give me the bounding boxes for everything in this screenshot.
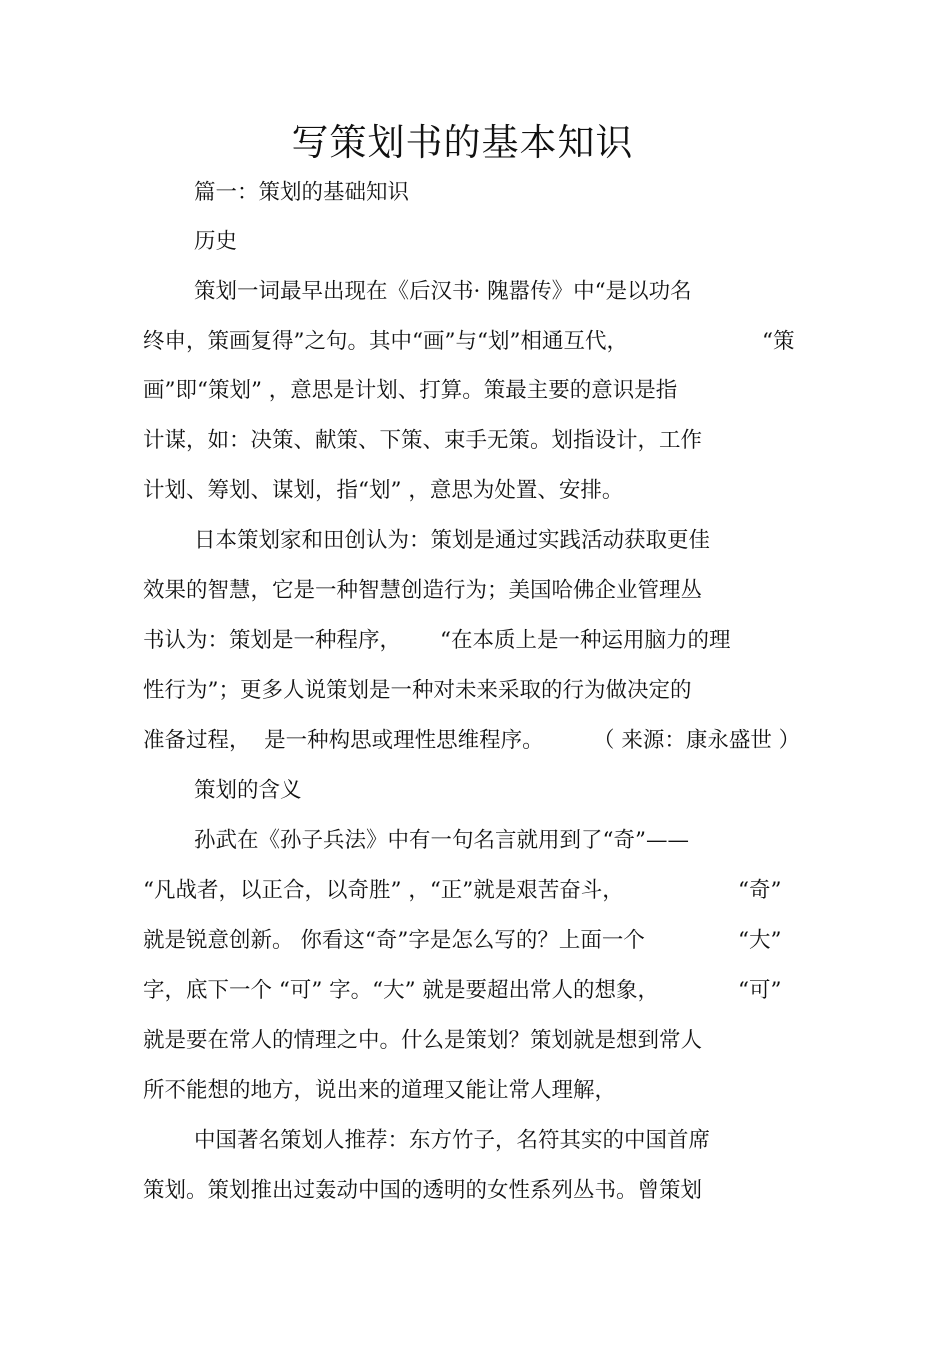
paragraph-line: “奇” <box>738 878 782 903</box>
paragraph-line: 所不能想的地方，说出来的道理又能让常人理解， <box>143 1078 617 1103</box>
paragraph-line: 字，底下一个 “可” 字。“大” 就是要超出常人的想象， <box>143 978 659 1003</box>
paragraph-line: 策划。策划推出过轰动中国的透明的女性系列丛书。曾策划 <box>143 1178 703 1203</box>
source-note: （ 来源：康永盛世 ） <box>593 728 801 753</box>
paragraph-line: 孙武在《孙子兵法》中有一句名言就用到了“奇”—— <box>194 828 689 853</box>
paragraph-line: 计谋，如：决策、献策、下策、束手无策。划指设计，工作 <box>143 428 703 453</box>
paragraph-line: 策划一词最早出现在《后汉书· 隗嚣传》中“是以功名 <box>194 279 692 304</box>
paragraph-line: 画”即“策划” ，意思是计划、打算。策最主要的意识是指 <box>143 378 678 403</box>
paragraph-line: 日本策划家和田创认为：策划是通过实践活动获取更佳 <box>194 528 711 553</box>
section-heading: 篇一：策划的基础知识 <box>194 180 410 205</box>
paragraph-line: 效果的智慧，它是一种智慧创造行为；美国哈佛企业管理丛 <box>143 578 703 603</box>
paragraph-line: “在本质上是一种运用脑力的理 <box>440 628 731 653</box>
subheading: 策划的含义 <box>194 778 302 803</box>
paragraph-line: “可” <box>738 978 782 1003</box>
paragraph-line: 就是锐意创新。 你看这“奇”字是怎么写的？上面一个 <box>143 928 645 953</box>
subheading: 历史 <box>194 229 238 254</box>
paragraph-line: “大” <box>738 928 782 953</box>
paragraph-line: 就是要在常人的情理之中。什么是策划？策划就是想到常人 <box>143 1028 703 1053</box>
paragraph-line: 准备过程， 是一种构思或理性思维程序。 <box>143 728 544 753</box>
paragraph-line: 书认为：策划是一种程序， <box>143 628 402 653</box>
paragraph-line: “策 <box>762 329 795 354</box>
document-title: 写策划书的基本知识 <box>291 121 634 164</box>
paragraph-line: 中国著名策划人推荐：东方竹子，名符其实的中国首席 <box>194 1128 711 1153</box>
paragraph-line: 计划、筹划、谋划，指“划” ，意思为处置、安排。 <box>143 478 624 503</box>
paragraph-line: “凡战者，以正合，以奇胜” ，“正”就是艰苦奋斗， <box>143 878 624 903</box>
paragraph-line: 性行为”；更多人说策划是一种对未来采取的行为做决定的 <box>143 678 692 703</box>
paragraph-line: 终申，策画复得”之句。其中“画”与“划”相通互代， <box>143 329 628 354</box>
